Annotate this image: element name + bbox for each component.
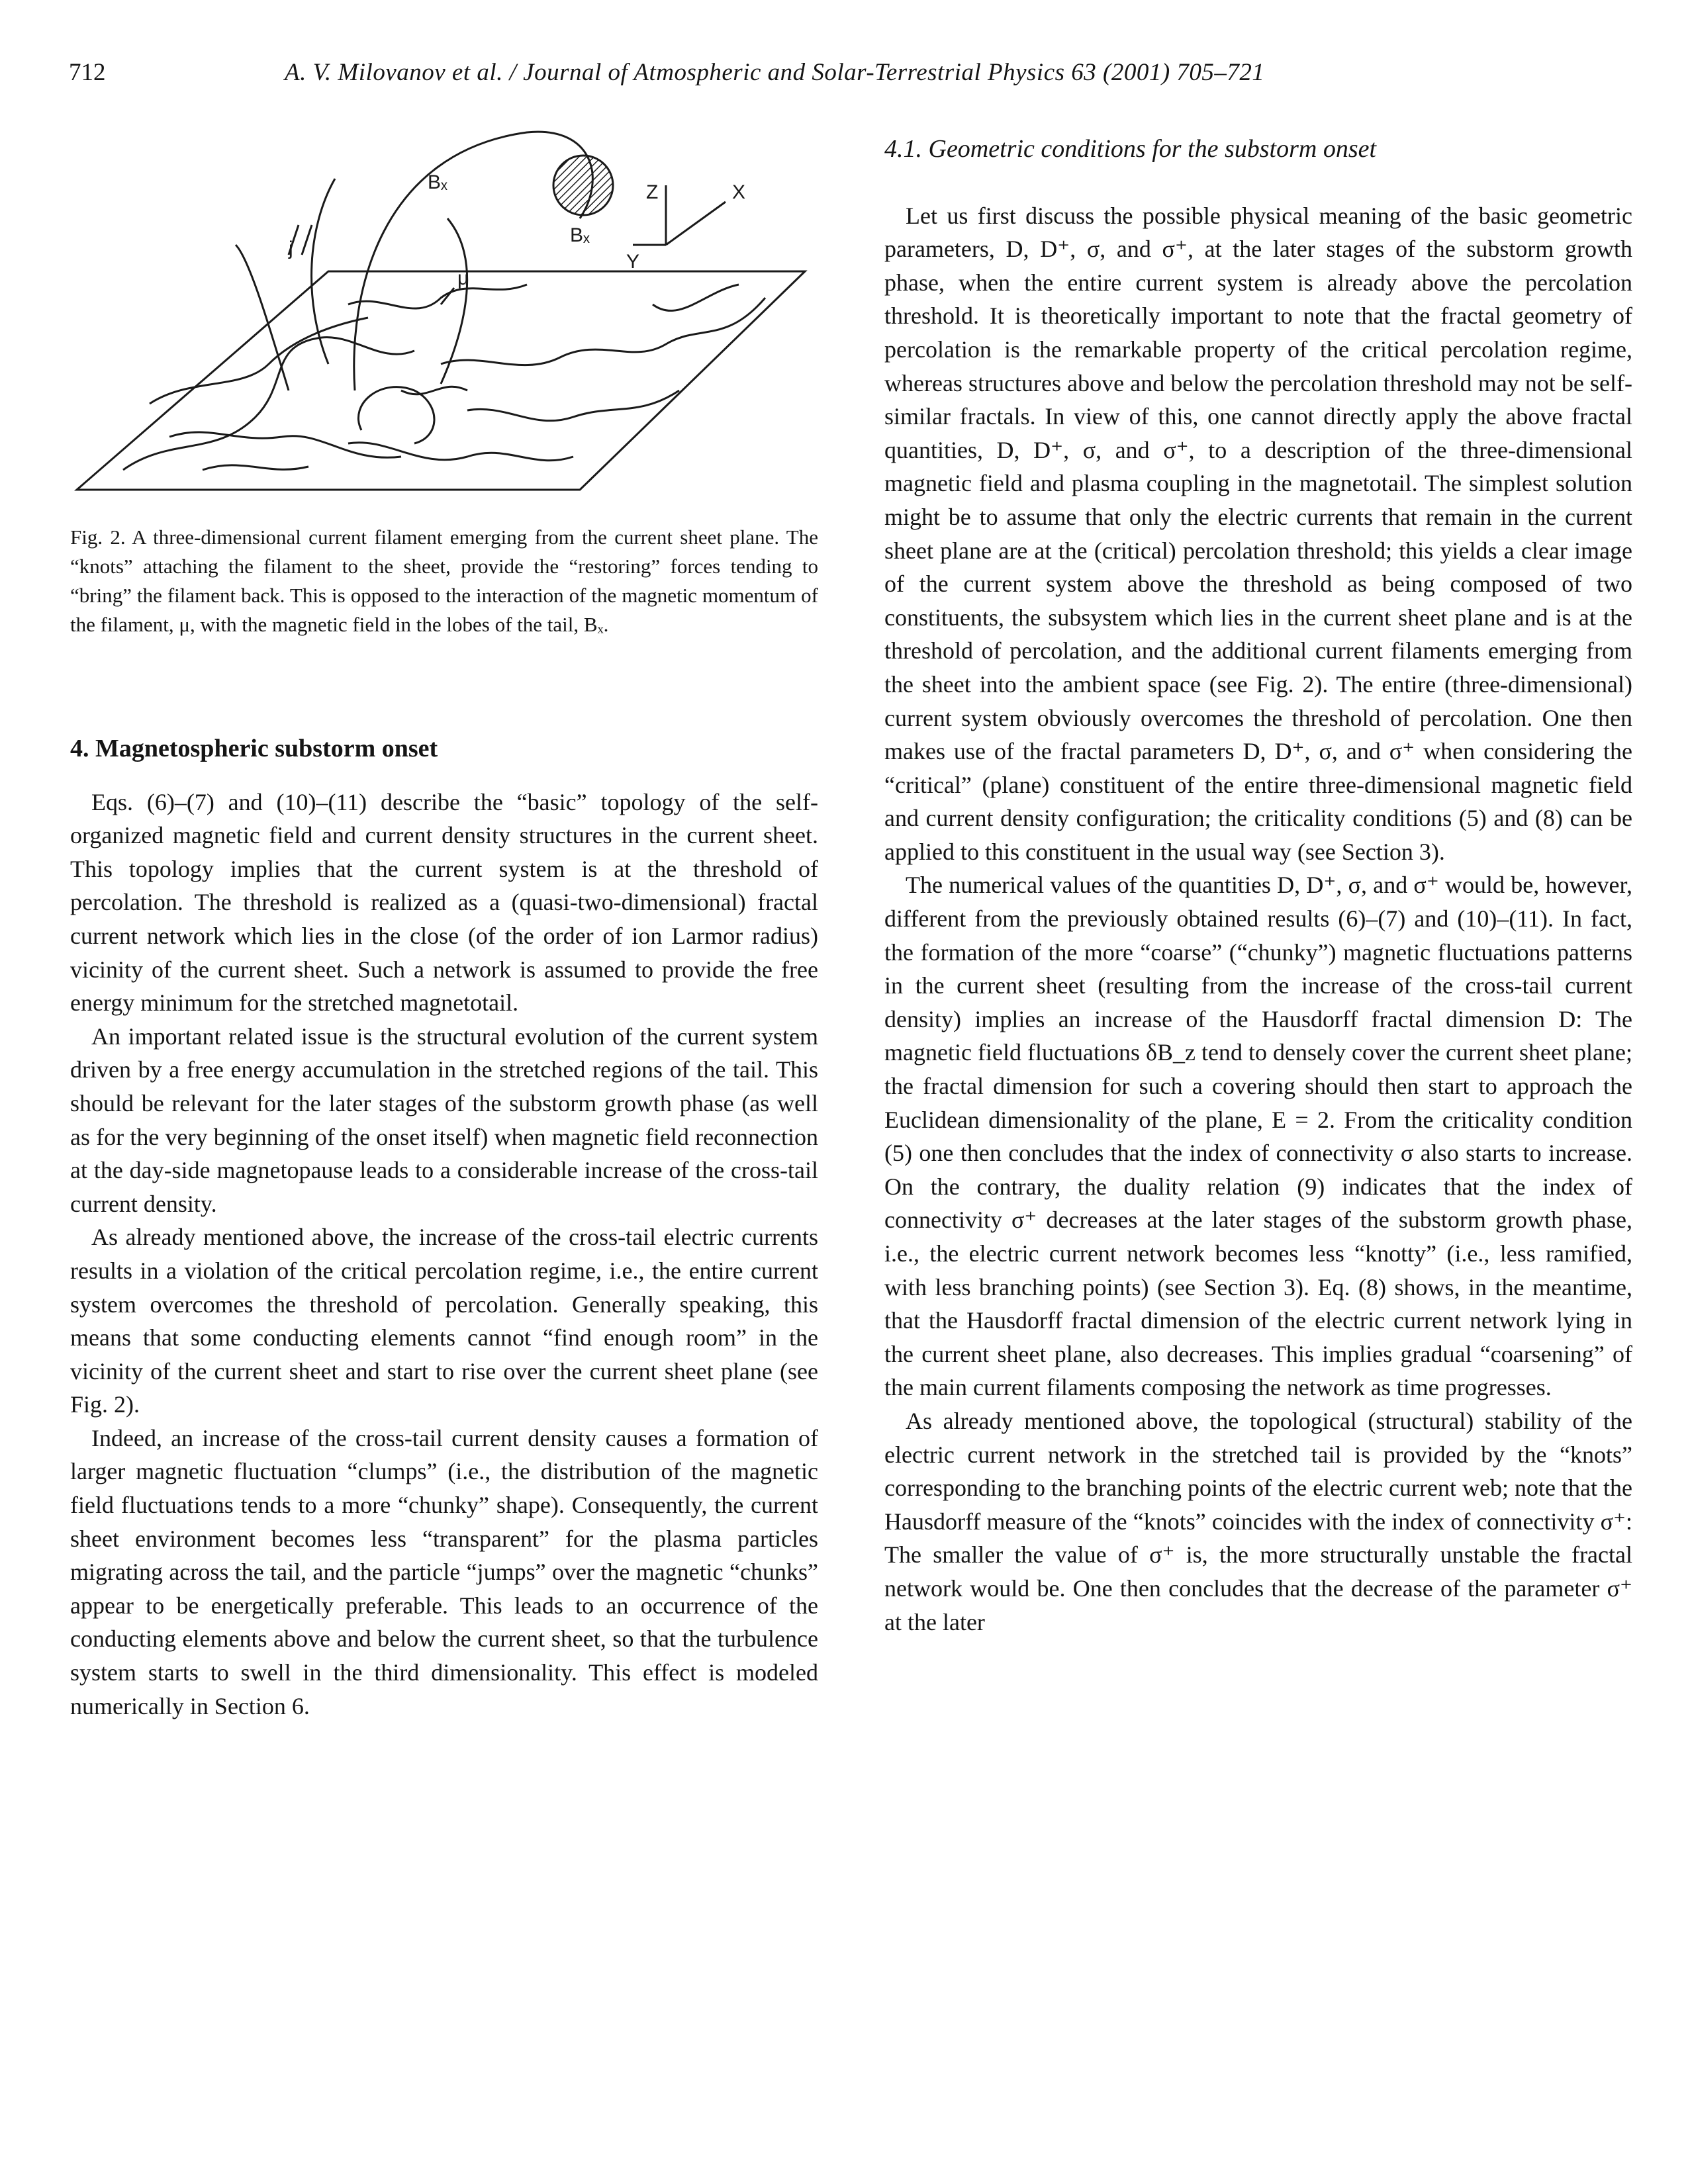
label-axis-x: X bbox=[732, 181, 746, 203]
figure-caption: Fig. 2. A three-dimensional current filament emerging from the current sheet plane. The “knots” attaching the filament to the sheet, provide the “restoring” forces tending to “bring” the filament back. This is opposed to the interaction of the magnetic momentum of the filament, μ, with the magnetic field in the lobes of the tail, Bₓ. bbox=[70, 525, 818, 636]
paragraph: An important related issue is the structural evolution of the current system driven by a free energy accumulation in the stretched regions of the tail. This should be relevant for the later stages of the substorm growth phase (as well as for the very beginning of the onset itself) when magnetic field reconnection at the day-side magnetopause leads to a considerable increase of the cross-tail current density. bbox=[70, 1023, 818, 1217]
label-axis-y: Y bbox=[626, 251, 640, 273]
paragraph: Eqs. (6)–(7) and (10)–(11) describe the “basic” topology of the self-organized magnetic field and current density structures in the current sheet. This topology implies that the current system is at the threshold of percolation. The threshold is realized as a (quasi-two-dimensional) fractal current network which lies in the close (of the order of ion Larmor radius) vicinity of the current sheet. Such a network is assumed to provide the free energy minimum for the stretched magnetotail. bbox=[70, 788, 818, 1017]
paragraph: Indeed, an increase of the cross-tail current density causes a formation of larger magnetic fluctuation “clumps” (i.e., the distribution of the magnetic field fluctuations tends to a more “chunky” shape). Consequently, the current sheet environment becomes less “transparent” for the plasma particles migrating across the tail, and the particle “jumps” over the magnetic “chunks” appear to be energetically preferable. This leads to an occurrence of the conducting elements above and below the current sheet, so that the turbulence system starts to swell in the third dimensionality. This effect is modeled numerically in Section 6. bbox=[70, 1424, 818, 1719]
running-title: A. V. Milovanov et al. / Journal of Atmospheric and Solar-Terrestrial Physics 63 (2001) 705–721 bbox=[285, 59, 1265, 86]
right-column bbox=[884, 126, 1632, 1639]
label-bx-left: Bₓ bbox=[428, 171, 447, 193]
label-axis-z: Z bbox=[646, 181, 659, 203]
section-4-1-title: 4.1. Geometric conditions for the substorm onset bbox=[884, 135, 1377, 163]
section-4-body bbox=[70, 786, 818, 1723]
paragraph: The numerical values of the quantities D, D⁺, σ, and σ⁺ would be, however, different from the previously obtained results (6)–(7) and (10)–(11). In fact, the formation of the more “coarse” (“chunky”) magnetic fluctuations patterns in the current sheet (resulting from the increase of the cross-tail current density) implies an increase of the Hausdorff fractal dimension D: The magnetic field fluctuations δB_z tend to densely cover the current sheet plane; the fractal dimension for such a covering should then start to approach the Euclidean dimensionality of the plane, E = 2. From the criticality condition (5) one then concludes that the index of connectivity σ also starts to increase. On the contrary, the duality relation (9) indicates that the index of connectivity σ⁺ decreases at the later stages of the substorm growth phase, i.e., the electric current network becomes less “knotty” (i.e., less ramified, with less branching points) (see Section 3). Eq. (8) shows, in the meantime, that the Hausdorff fractal dimension of the electric current network lying in the current sheet plane, also decreases. This implies gradual “coarsening” of the main current filaments composing the network as time progresses. bbox=[884, 872, 1632, 1401]
figure-2-drawing bbox=[70, 126, 818, 496]
earth-icon bbox=[553, 156, 613, 215]
paragraph: As already mentioned above, the increase of the cross-tail electric currents results in a violation of the critical percolation regime, i.e., the entire current system overcomes the threshold of percolation. Generally speaking, this means that some conducting elements cannot “find enough room” in the vicinity of the current sheet and start to rise over the current sheet plane (see Fig. 2). bbox=[70, 1224, 818, 1418]
page-number: 712 bbox=[69, 59, 106, 86]
section-4-title: 4. Magnetospheric substorm onset bbox=[70, 735, 438, 762]
paragraph: Let us first discuss the possible physical meaning of the basic geometric parameters, D, D⁺, σ, and σ⁺, at the later stages of the substorm growth phase, when the entire current system is already above the percolation threshold. It is theoretically important to note that the fractal geometry of percolation is the remarkable property of the critical percolation regime, whereas structures above and below the percolation threshold may not be self-similar fractals. In view of this, one cannot directly apply the above fractal quantities, D, D⁺, σ, and σ⁺, to a description of the three-dimensional magnetic field and plasma coupling in the magnetotail. The simplest solution might be to assume that only the electric currents that remain in the current sheet plane are at the (critical) percolation threshold; this yields a clear image of the current system above the threshold as being composed of two constituents, the subsystem which lies in the current sheet plane and is at the threshold of percolation, and the additional current filaments emerging from the sheet into the ambient space (see Fig. 2). The entire (three-dimensional) current system obviously overcomes the threshold of percolation. One then makes use of the fractal parameters D, D⁺, σ, and σ⁺ when considering the “critical” (plane) constituent of the entire three-dimensional magnetic field and current density configuration; the criticality conditions (5) and (8) can be applied to this constituent in the usual way (see Section 3). bbox=[884, 202, 1632, 865]
label-j: j bbox=[289, 238, 293, 259]
section-4-1-body bbox=[884, 199, 1632, 1639]
left-column bbox=[70, 126, 818, 1723]
figure-2 bbox=[70, 126, 818, 496]
paragraph: As already mentioned above, the topological (structural) stability of the electric current network in the stretched tail is provided by the “knots” corresponding to the branching points of the electric current web; note that the Hausdorff measure of the “knots” coincides with the index of connectivity σ⁺: The smaller the value of σ⁺ is, the more structurally unstable the fractal network would be. One then concludes that the decrease of the parameter σ⁺ at the later bbox=[884, 1407, 1632, 1635]
label-bx-right: Bₓ bbox=[570, 224, 590, 246]
label-mu: μ bbox=[457, 267, 469, 289]
page-header bbox=[0, 58, 1688, 98]
